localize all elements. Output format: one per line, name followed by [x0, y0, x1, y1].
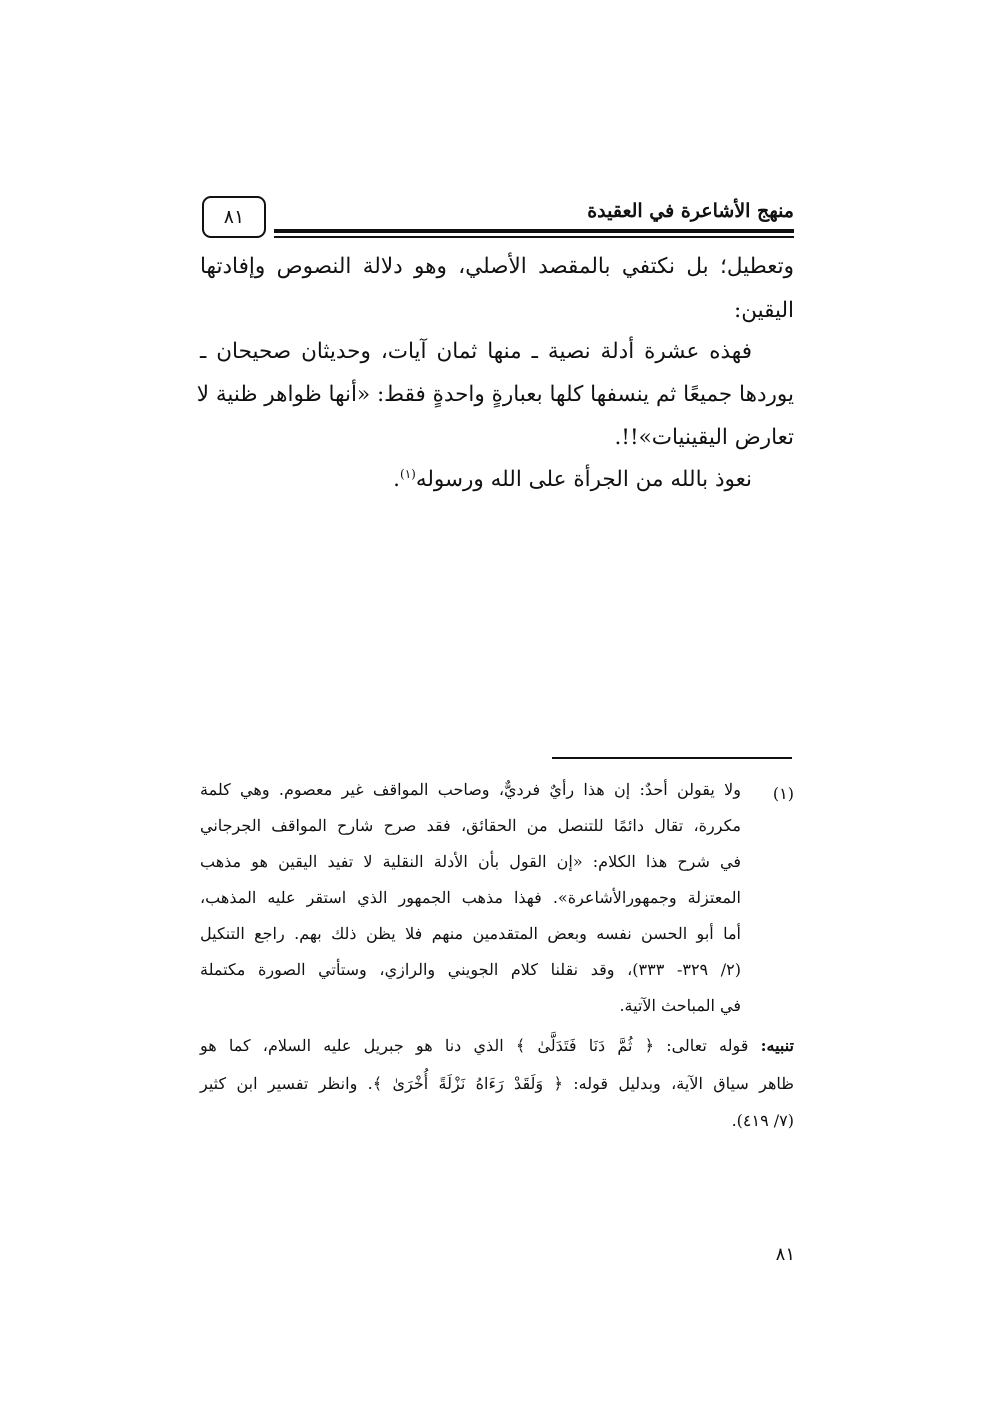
header-rule-thick	[274, 229, 794, 233]
footer-page-number: ٨١	[775, 1244, 795, 1265]
note-line-1-text: قوله تعالى: ﴿ ثُمَّ دَنَا فَتَدَلَّىٰ ﴾ الذي دنا هو جبريل عليه السلام، كما هو	[200, 1036, 749, 1055]
footnote-line-5: أما أبو الحسن نفسه وبعض المتقدمين منهم فلا يظن ذلك بهم. راجع التنكيل	[200, 924, 741, 943]
footnote-line-6: (٢/ ٣٢٩- ٣٣٣)، وقد نقلنا كلام الجويني والرازي، وستأتي الصورة مكتملة	[200, 960, 741, 979]
header-rule-thin	[274, 236, 794, 238]
note-label: تنبيه:	[760, 1036, 794, 1055]
body-line-5: تعارض اليقينيات»!!.	[614, 425, 794, 450]
footnote-line-1: ولا يقولن أحدٌ: إن هذا رأيٌ فرديٌّ، وصاحب المواقف غير معصوم. وهي كلمة	[200, 780, 741, 799]
note-line-3: (٧/ ٤١٩).	[731, 1111, 794, 1130]
header-page-number: ٨١	[202, 196, 266, 238]
note-line-2: ظاهر سياق الآية، وبدليل قوله: ﴿ وَلَقَدْ رَءَاهُ نَزْلَةً أُخْرَىٰ ﴾. وانظر تفسير ابن كثير	[200, 1074, 794, 1093]
footnote-line-3: في شرح هذا الكلام: «إن القول بأن الأدلة النقلية لا تفيد اليقين هو مذهب	[200, 852, 741, 871]
body-line-6-text: نعوذ بالله من الجرأة على الله ورسوله	[415, 467, 752, 493]
page-header	[202, 196, 794, 244]
body-line-4: يوردها جميعًا ثم ينسفها كلها بعبارةٍ واحدةٍ فقط: «أنها ظواهر ظنية لا	[196, 382, 794, 407]
footnote-number: (١)	[772, 784, 794, 803]
body-line-6	[200, 467, 794, 493]
footnote-line-4: المعتزلة وجمهورالأشاعرة». فهذا مذهب الجمهور الذي استقر عليه المذهب،	[200, 888, 741, 907]
note-line-1	[200, 1036, 794, 1055]
body-line-1: وتعطيل؛ بل نكتفي بالمقصد الأصلي، وهو دلالة النصوص وإفادتها	[200, 254, 794, 279]
footnote-separator	[552, 757, 792, 759]
body-line-3: فهذه عشرة أدلة نصية ـ منها ثمان آيات، وحديثان صحيحان ـ	[200, 339, 752, 364]
body-line-2: اليقين:	[734, 298, 794, 323]
running-title: منهج الأشاعرة في العقيدة	[587, 200, 794, 222]
footnote-line-2: مكررة، تقال دائمًا للتنصل من الحقائق، فقد صرح شارح المواقف الجرجاني	[200, 816, 741, 835]
footnote-line-7: في المباحث الآتية.	[619, 996, 741, 1015]
body-line-6-end: .	[393, 467, 400, 493]
footnote-marker: (١)	[400, 467, 416, 481]
